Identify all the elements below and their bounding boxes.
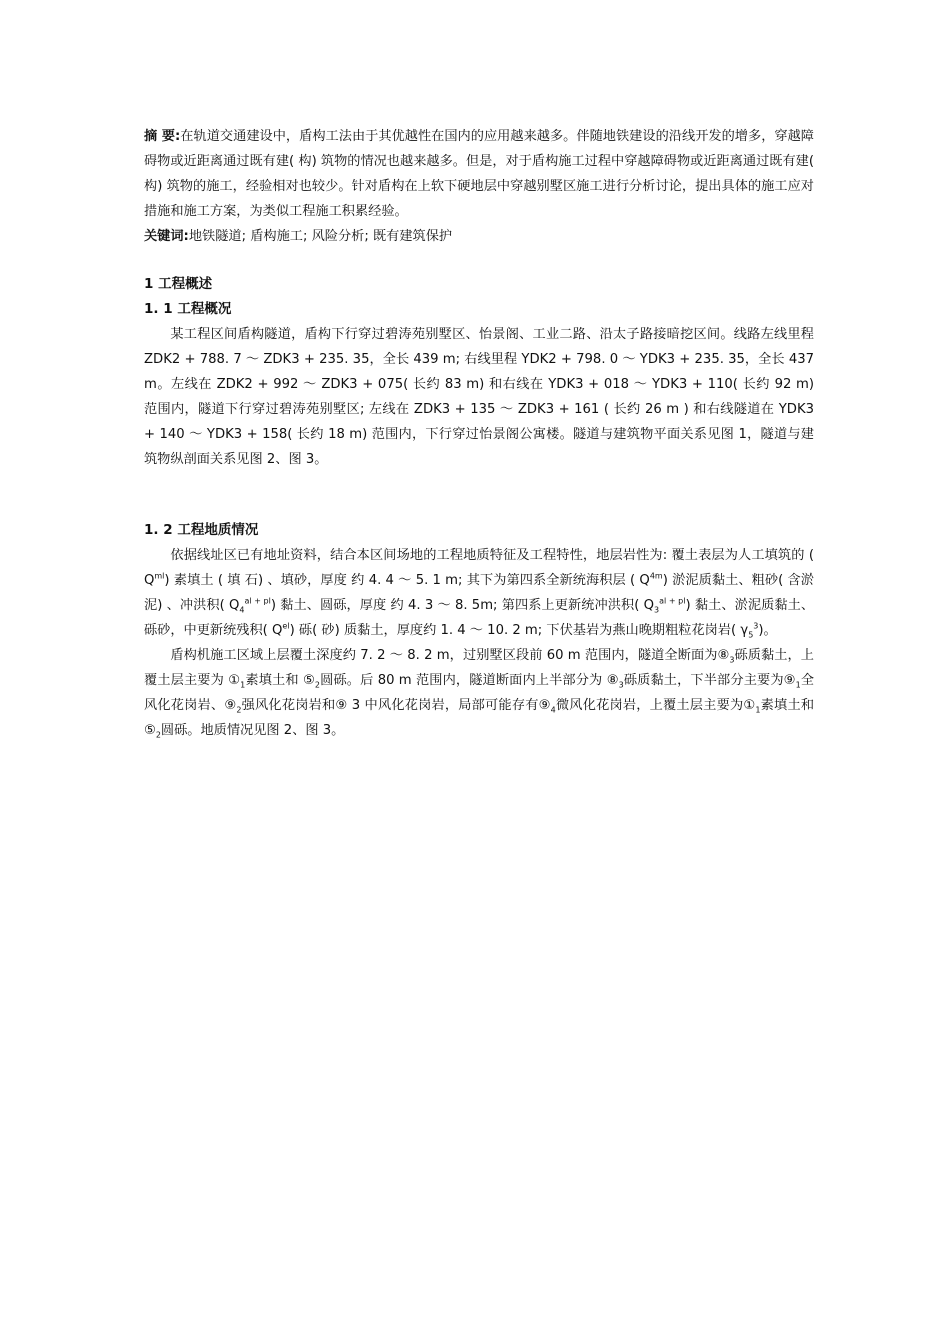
subscript: 2 (236, 705, 242, 715)
text-run: ) 黏土、淤泥质黏土、砾砂，中更新统残积( Q (144, 598, 815, 638)
text-run: 盾构机施工区域上层覆土深度约 7. 2 ～ 8. 2 m，过别墅区段前 60 m 范围内，隧道全断面为⑧ (170, 648, 730, 663)
abstract-paragraph (144, 124, 814, 224)
text-run: 砾质黏土，下半部分主要为⑨ (623, 673, 796, 688)
superscript: ml (154, 571, 165, 581)
subscript: 5 (748, 630, 754, 640)
subscript: 3 (654, 605, 660, 615)
keywords-text: 地铁隧道; 盾构施工; 风险分析; 既有建筑保护 (188, 229, 453, 244)
keywords-label: 关键词: (144, 229, 189, 244)
text-run: 全风化花岗岩、⑨ (144, 673, 815, 713)
text-run: 圆砾。地质情况见图 2、图 3。 (160, 723, 345, 738)
keywords-paragraph (144, 224, 814, 249)
subscript: 2 (314, 680, 320, 690)
section-1-heading: 1 工程概述 (144, 276, 213, 292)
superscript: el (282, 621, 290, 631)
subscript: 1 (795, 680, 801, 690)
subscript: 1 (755, 705, 761, 715)
subscript: 3 (729, 655, 735, 665)
superscript: 3 (753, 621, 759, 631)
text-run: ) 黏土、圆砾，厚度 约 4. 3 ～ 8. 5m; 第四系上更新统冲洪积( Q (270, 598, 654, 613)
text-run: )。 (758, 623, 777, 638)
subscript: 2 (155, 730, 161, 740)
text-run: 强风化花岗岩和⑨ 3 中风化花岗岩，局部可能存有⑨ (241, 698, 551, 713)
document-page (144, 124, 814, 743)
text-run: ) 素填土 ( 填 石) 、填砂，厚度 约 4. 4 ～ 5. 1 m; 其下为第四系全新统海积层 ( Q (164, 573, 650, 588)
superscript: al + pl (659, 596, 686, 606)
subscript: 3 (618, 680, 624, 690)
abstract-label: 摘 要: (144, 129, 181, 144)
text-run: 依据线址区已有地址资料，结合本区间场地的工程地质特征及工程特性，地层岩性为: 覆土表层为人工填筑的 ( Q (144, 548, 814, 588)
text-run: 圆砾。后 80 m 范围内，隧道断面内上半部分为 ⑧ (320, 673, 619, 688)
text-run: ) 淤泥质黏土、粗砂( 含淤泥) 、冲洪积( Q (144, 573, 814, 613)
subscript: 1 (240, 680, 246, 690)
geology-paragraph-2 (144, 643, 814, 743)
spacer (144, 472, 814, 518)
text-run: ) 砾( 砂) 质黏土，厚度约 1. 4 ～ 10. 2 m; 下伏基岩为燕山晚期粗粒花岗岩( γ (289, 623, 749, 638)
geology-paragraph-1 (144, 543, 814, 643)
spacer (144, 249, 814, 272)
subscript: 4 (550, 705, 556, 715)
text-run: 素填土和⑤ (144, 698, 815, 738)
superscript: 4m (649, 571, 663, 581)
section-1-2-heading: 1. 2 工程地质情况 (144, 522, 259, 538)
text-run: 微风化花岗岩，上覆土层主要为① (555, 698, 756, 713)
text-run: 素填土和 ⑤ (245, 673, 315, 688)
section-1-1-paragraph: 某工程区间盾构隧道，盾构下行穿过碧涛苑别墅区、怡景阁、工业二路、沿太子路接暗挖区间。线路左线里程 ZDK2 + 788. 7 ～ ZDK3 + 235. 35，全长 439 m; 右线里程 YDK2 + 798. 0 ～ YDK3 + 235. 35，全长 437 m。左线在 ZDK2 + 992 ～ ZDK3 + 075( 长约 83 m) 和右线在 YDK3 + 018 ～ YDK3 + 110( 长约 92 m) 范围内，隧道下行穿过碧涛苑别墅区; 左线在 ZDK3 + 135 ～ ZDK3 + 161 ( 长约 26 m ) 和右线隧道在 YDK3 + 140 ～ YDK3 + 158( 长约 18 m) 范围内，下行穿过怡景阁公寓楼。隧道与建筑物平面关系见图 1，隧道与建筑物纵剖面关系见图 2、图 3。 (144, 327, 814, 467)
text-run: 砾质黏土，上覆土层主要为 ① (144, 648, 814, 688)
abstract-text: 在轨道交通建设中，盾构工法由于其优越性在国内的应用越来越多。伴随地铁建设的沿线开发的增多，穿越障碍物或近距离通过既有建( 构) 筑物的情况也越来越多。但是，对于盾构施工过程中穿越障碍物或近距离通过既有建( 构) 筑物的施工，经验相对也较少。针对盾构在上软下硬地层中穿越别墅区施工进行分析讨论，提出具体的施工应对措施和施工方案，为类似工程施工积累经验。 (144, 129, 815, 219)
section-1-1-heading: 1. 1 工程概况 (144, 301, 232, 317)
superscript: al + pl (244, 596, 271, 606)
subscript: 4 (239, 605, 245, 615)
